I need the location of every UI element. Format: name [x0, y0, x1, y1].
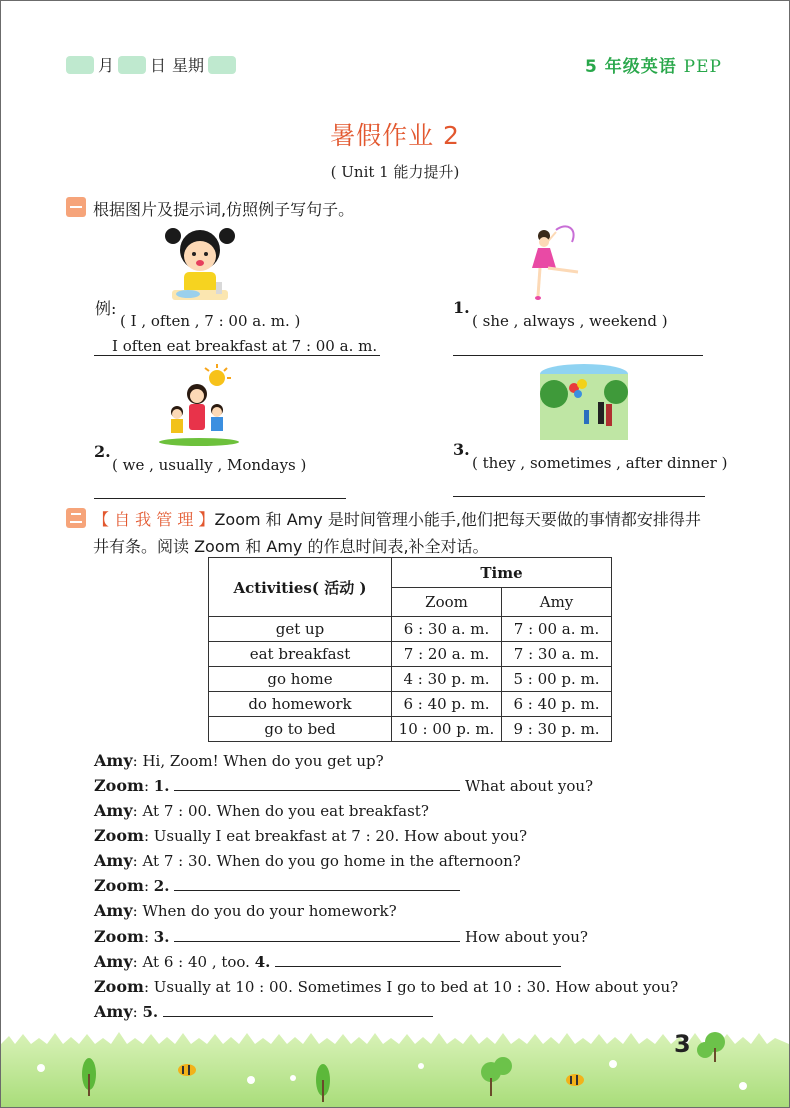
- question-two-hint: ( we , usually , Mondays ): [112, 456, 307, 474]
- family-outing-illustration: [157, 364, 239, 446]
- dialogue-text: How about you?: [465, 928, 588, 946]
- weekday-label: 星期: [172, 56, 205, 75]
- question-one-answer-line[interactable]: [453, 355, 703, 356]
- dialogue-line: Amy: At 6 : 40 , too. 4.: [94, 952, 561, 972]
- grass-footer-decoration: [1, 1030, 789, 1107]
- activity-cell: go to bed: [209, 717, 392, 742]
- blank-number: 3.: [153, 928, 170, 946]
- dialogue-line: Zoom: 3. How about you?: [94, 927, 588, 946]
- page-title: 暑假作业 2: [330, 121, 460, 150]
- speaker-name: Amy: [94, 952, 133, 971]
- dialogue-line: Zoom: Usually I eat breakfast at 7 : 20. How about you?: [94, 826, 527, 845]
- speaker-name: Amy: [94, 751, 133, 770]
- amy-time-cell: 9 : 30 p. m.: [502, 717, 612, 742]
- question-two-number: 2.: [94, 442, 111, 461]
- speaker-name: Amy: [94, 1002, 133, 1021]
- section-two-instruction: [93, 506, 743, 560]
- answer-blank-1[interactable]: [174, 776, 460, 791]
- girl-eating-breakfast-illustration: [164, 222, 236, 306]
- example-answer: I often eat breakfast at 7 : 00 a. m.: [112, 337, 378, 355]
- question-two-answer-line[interactable]: [94, 498, 346, 499]
- dialogue-line: Amy: 5.: [94, 1002, 433, 1022]
- dialogue-text: At 6 : 40 , too.: [142, 953, 255, 971]
- table-row: [209, 617, 612, 642]
- zoom-time-cell: 4 : 30 p. m.: [392, 667, 502, 692]
- section-two-intro-b: 井有条。阅读 Zoom 和 Amy 的作息时间表,补全对话。: [93, 537, 489, 556]
- dialogue-line: Amy: Hi, Zoom! When do you get up?: [94, 751, 384, 770]
- dialogue-line: Zoom: 1. What about you?: [94, 776, 594, 795]
- zoom-header: Zoom: [392, 588, 502, 617]
- amy-time-cell: 5 : 00 p. m.: [502, 667, 612, 692]
- date-row: [66, 53, 240, 76]
- month-label: 月: [98, 56, 115, 75]
- dialogue-line: Amy: At 7 : 30. When do you go home in the afternoon?: [94, 851, 521, 870]
- speaker-name: Amy: [94, 801, 133, 820]
- speaker-name: Zoom: [94, 927, 144, 946]
- zoom-time-cell: 10 : 00 p. m.: [392, 717, 502, 742]
- table-row: [209, 667, 612, 692]
- answer-blank-2[interactable]: [174, 876, 460, 891]
- speaker-name: Zoom: [94, 876, 144, 895]
- speaker-name: Zoom: [94, 776, 144, 795]
- page-subtitle: ( Unit 1 能力提升): [330, 163, 460, 181]
- table-row: [209, 717, 612, 742]
- speaker-name: Zoom: [94, 826, 144, 845]
- question-three-number: 3.: [453, 440, 470, 459]
- zoom-time-cell: 7 : 20 a. m.: [392, 642, 502, 667]
- dialogue-text: At 7 : 00. When do you eat breakfast?: [142, 802, 429, 820]
- speaker-name: Amy: [94, 851, 133, 870]
- time-header: Time: [392, 558, 612, 588]
- amy-time-cell: 6 : 40 p. m.: [502, 692, 612, 717]
- amy-time-cell: 7 : 00 a. m.: [502, 617, 612, 642]
- schedule-table: [208, 557, 612, 742]
- dialogue-line: Zoom: Usually at 10 : 00. Sometimes I go to bed at 10 : 30. How about you?: [94, 977, 679, 996]
- park-walk-illustration: [538, 364, 630, 444]
- speaker-name: Amy: [94, 901, 133, 920]
- example-hint: ( I , often , 7 : 00 a. m. ): [120, 312, 301, 330]
- section-two-badge: [66, 508, 86, 528]
- activity-cell: eat breakfast: [209, 642, 392, 667]
- amy-header: Amy: [502, 588, 612, 617]
- activity-cell: go home: [209, 667, 392, 692]
- dialogue-text: At 7 : 30. When do you go home in the afternoon?: [142, 852, 521, 870]
- blank-number: 5.: [142, 1003, 159, 1021]
- zoom-time-cell: 6 : 40 p. m.: [392, 692, 502, 717]
- blank-number: 4.: [254, 953, 271, 971]
- blank-number: 1.: [153, 777, 170, 795]
- dialogue-text: Hi, Zoom! When do you get up?: [142, 752, 384, 770]
- table-row: [209, 692, 612, 717]
- section-two-intro-a: Zoom 和 Amy 是时间管理小能手,他们把每天要做的事情都安排得井: [214, 510, 701, 529]
- answer-blank-4[interactable]: [275, 952, 561, 967]
- activity-cell: do homework: [209, 692, 392, 717]
- day-label: 日: [150, 56, 167, 75]
- grade-label: [585, 52, 722, 77]
- activity-cell: get up: [209, 617, 392, 642]
- answer-blank-3[interactable]: [174, 927, 460, 942]
- question-one-hint: ( she , always , weekend ): [472, 312, 668, 330]
- self-management-tag: 【 自 我 管 理 】: [93, 510, 215, 529]
- example-label: 例:: [95, 299, 117, 318]
- section-one-badge: [66, 197, 86, 217]
- question-one-number: 1.: [453, 298, 470, 317]
- activities-header: Activities( 活动 ): [209, 558, 392, 617]
- edition-text: PEP: [683, 57, 722, 77]
- amy-time-cell: 7 : 30 a. m.: [502, 642, 612, 667]
- question-three-answer-line[interactable]: [453, 496, 705, 497]
- dialogue-text: What about you?: [465, 777, 594, 795]
- dialogue-text: When do you do your homework?: [142, 902, 397, 920]
- dialogue-line: Amy: When do you do your homework?: [94, 901, 397, 920]
- day-box[interactable]: [118, 56, 146, 74]
- weekday-box[interactable]: [208, 56, 236, 74]
- question-three-hint: ( they , sometimes , after dinner ): [472, 454, 728, 472]
- grade-text: 5 年级英语: [585, 57, 677, 77]
- month-box[interactable]: [66, 56, 94, 74]
- zoom-time-cell: 6 : 30 a. m.: [392, 617, 502, 642]
- example-answer-line: [94, 355, 380, 356]
- section-one-instruction: 根据图片及提示词,仿照例子写句子。: [93, 200, 355, 219]
- page-number: 3: [674, 1030, 691, 1058]
- dialogue-text: Usually I eat breakfast at 7 : 20. How about you?: [153, 827, 527, 845]
- table-row: [209, 642, 612, 667]
- dialogue-text: Usually at 10 : 00. Sometimes I go to bed at 10 : 30. How about you?: [153, 978, 679, 996]
- dialogue-line: Zoom: 2.: [94, 876, 460, 896]
- speaker-name: Zoom: [94, 977, 144, 996]
- answer-blank-5[interactable]: [163, 1002, 433, 1017]
- blank-number: 2.: [153, 877, 170, 895]
- ballet-dancer-illustration: [526, 222, 586, 304]
- dialogue-line: Amy: At 7 : 00. When do you eat breakfast?: [94, 801, 429, 820]
